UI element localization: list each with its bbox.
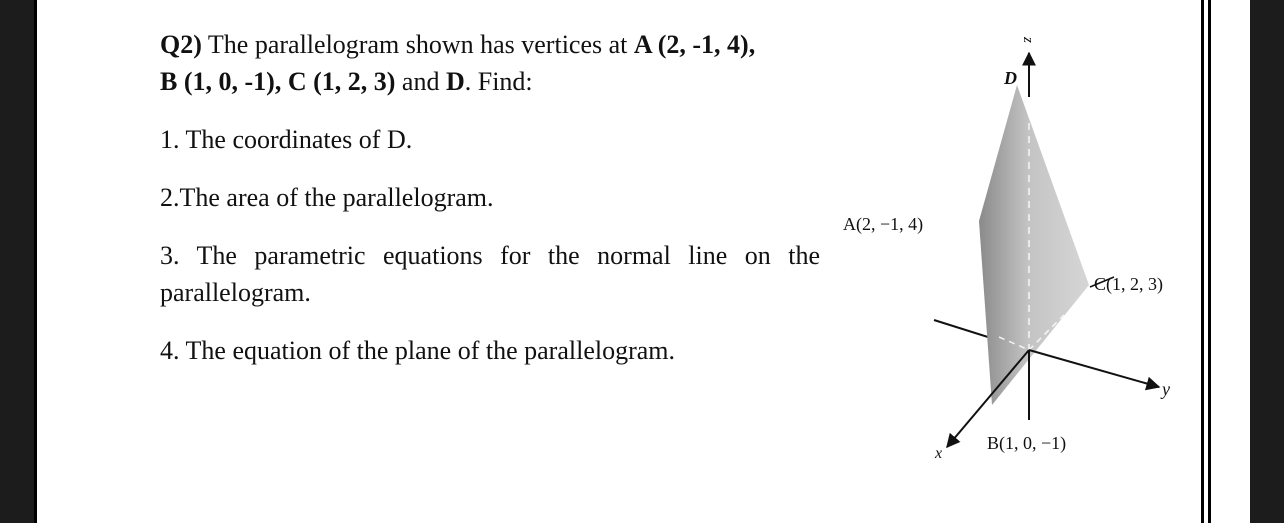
parallelogram-shape [979,85,1089,405]
y-axis-label: y [1162,379,1170,399]
item-3-line-2: parallelogram. [160,278,311,307]
item-1: 1. The coordinates of D. [160,125,413,154]
page-border-right-outer [1208,0,1211,523]
item-3-line-1: 3. The parametric equations for the normal line on the [160,241,820,270]
page-border-left [34,0,37,523]
x-axis-label: x [935,445,943,462]
question-intro-text: The parallelogram shown has vertices at [207,30,628,59]
y-axis [1029,350,1159,387]
item-2: 2.The area of the parallelogram. [160,183,494,212]
document-page [34,0,1250,523]
z-axis-label: z [1020,37,1036,43]
question-label: Q2) [160,30,202,59]
vertex-a: A (2, -1, 4), [633,30,756,59]
vertex-a-label: A(2, −1, 4) [843,214,924,234]
question-block [160,26,820,369]
item-4: 4. The equation of the plane of the parallelogram. [160,336,675,365]
parallelogram-figure [834,25,1184,470]
vertex-b-label: B(1, 0, −1) [987,433,1067,453]
and-word: and [401,67,440,96]
find-text: . Find: [464,67,533,96]
question-intro [160,26,820,100]
vertex-d-label: D [1004,68,1017,88]
vertex-b: B (1, 0, -1), [160,67,282,96]
vertex-c: C (1, 2, 3) [287,67,396,96]
vertex-c-label: C(1, 2, 3) [1094,274,1163,294]
vertex-d: D [445,67,465,96]
page-border-right [1201,0,1204,523]
